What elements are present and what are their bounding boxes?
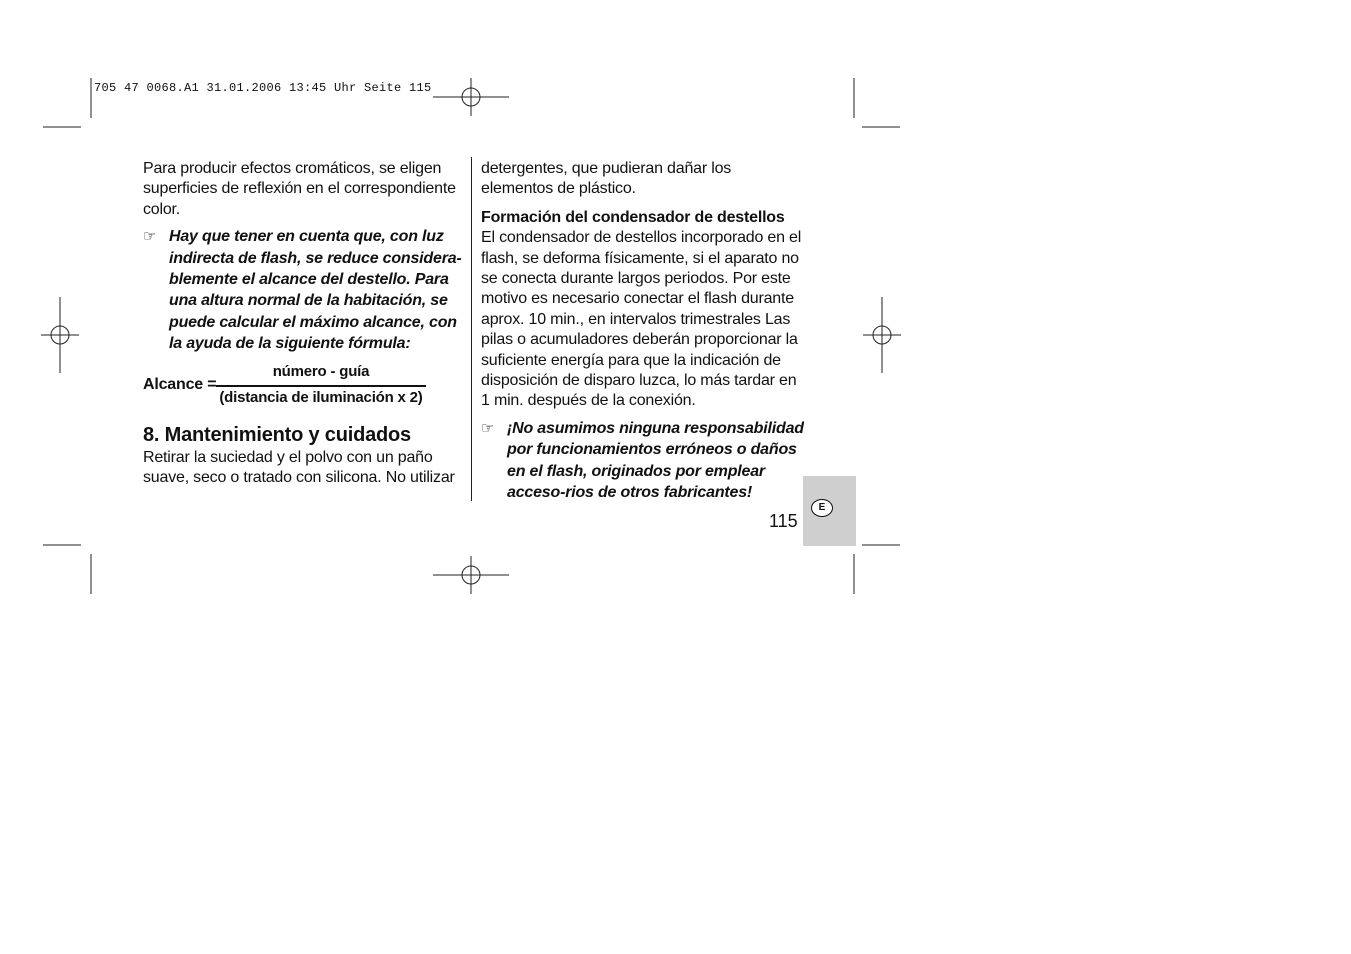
pointing-hand-icon: ☞	[143, 228, 157, 246]
column-divider	[471, 157, 472, 501]
registration-mark-right	[863, 297, 901, 373]
intro-paragraph: Para producir efectos cromáticos, se eligen superficies de reflexión en el correspondiente color.	[143, 160, 456, 218]
range-formula	[143, 362, 468, 414]
print-header: 705 47 0068.A1 31.01.2006 13:45 Uhr Seite 115	[94, 81, 432, 95]
fraction-bar	[216, 385, 426, 387]
registration-mark-left	[41, 297, 79, 373]
registration-mark-bottom	[433, 556, 509, 594]
note-text: Hay que tener en cuenta que, con luz indirecta de flash, se reduce considera-blemente el alcance del destello. Para una altura normal de la habitación, se puede calcular el máximo alcance, con la ayuda de la siguiente fórmula:	[169, 228, 462, 353]
note-indirect-flash	[143, 226, 468, 354]
capacitor-paragraph: El condensador de destellos incorporado en el flash, se deforma físicamente, si el aparato no se conecta durante largos periodos. Por este motivo es necesario conectar el flash durante aprox. 10 min., en intervalos trimestrales Las pilas o acumuladores deberán proporcionar la suficiente energía para que la indicación de disposición de disparo luzca, lo más tardar en 1 min. después de la conexión.	[481, 229, 802, 410]
pointing-hand-icon: ☞	[481, 419, 495, 437]
capacitor-subheading: Formación del condensador de destellos	[481, 208, 785, 226]
formula-label: Alcance =	[143, 375, 217, 393]
continuation-paragraph: detergentes, que pudieran dañar los elementos de plástico.	[481, 160, 732, 198]
right-column	[481, 159, 807, 504]
section-heading: 8. Mantenimiento y cuidados	[143, 423, 411, 446]
formula-denominator: (distancia de iluminación x 2)	[219, 388, 423, 406]
left-column	[143, 159, 468, 488]
note-text: ¡No asumimos ninguna responsabilidad por funcionamientos erróneos o daños en el flash, originados por emplear acceso-rios de otros fabricantes!	[507, 419, 804, 502]
formula-numerator: número - guía	[272, 362, 370, 380]
registration-mark-top	[433, 78, 509, 116]
maintenance-paragraph: Retirar la suciedad y el polvo con un paño suave, seco o tratado con silicona. No utilizar	[143, 448, 455, 487]
language-badge: E	[811, 499, 833, 517]
note-liability	[481, 418, 807, 504]
page-number: 115	[769, 511, 798, 531]
